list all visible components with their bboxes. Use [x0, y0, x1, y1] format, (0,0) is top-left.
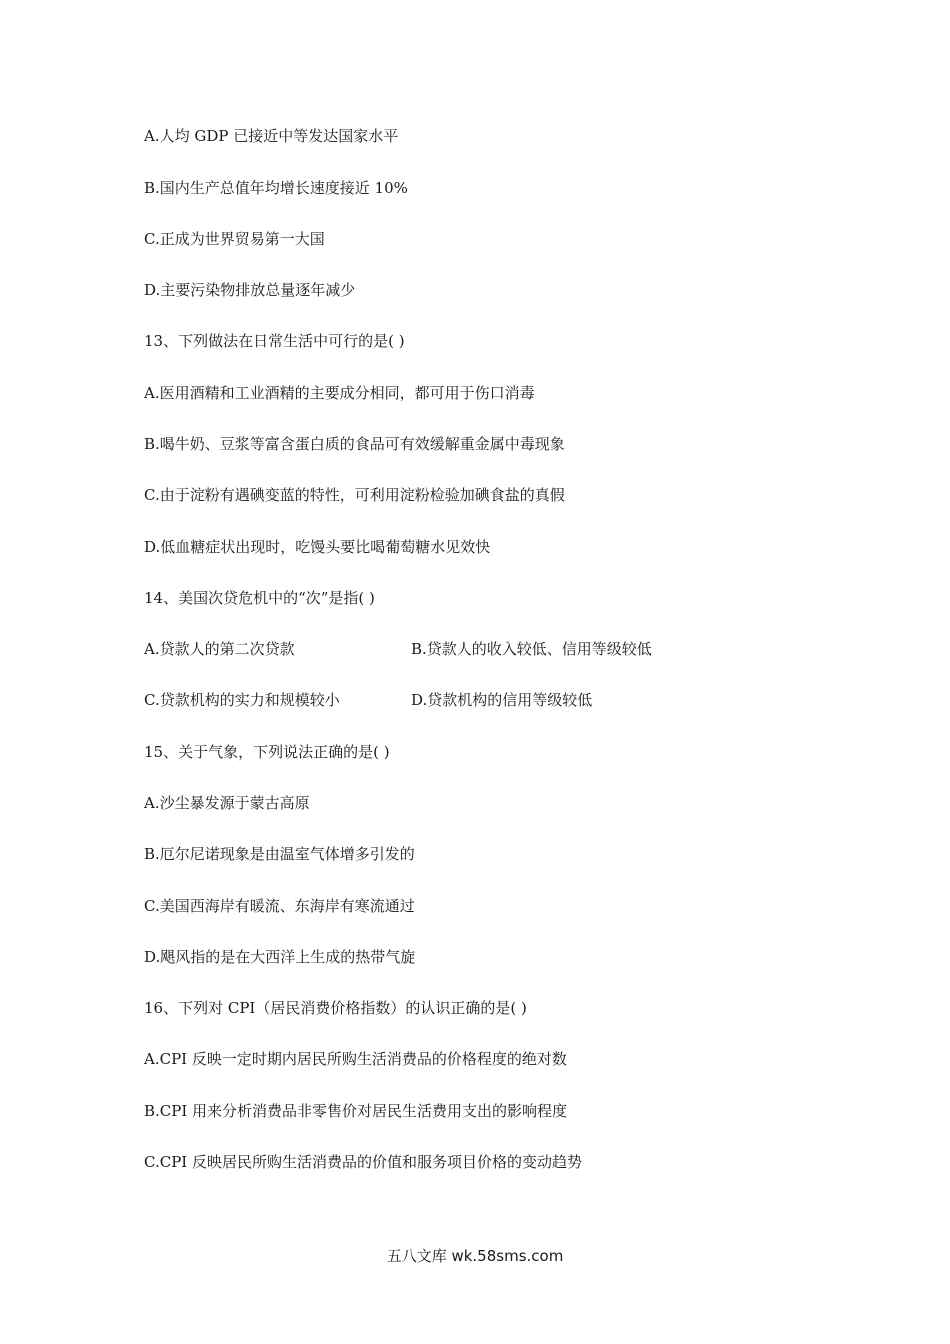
q14-stem: 14、美国次贷危机中的“次”是指( ) — [144, 589, 375, 607]
q12-option-c: C.正成为世界贸易第一大国 — [144, 230, 325, 248]
q12-option-b: B.国内生产总值年均增长速度接近 10% — [144, 179, 408, 197]
q15-option-d: D.飓风指的是在大西洋上生成的热带气旋 — [144, 948, 416, 966]
q14-option-b: B.贷款人的收入较低、信用等级较低 — [411, 640, 652, 658]
q16-option-c: C.CPI 反映居民所购生活消费品的价值和服务项目价格的变动趋势 — [144, 1153, 582, 1171]
q16-option-b: B.CPI 用来分析消费品非零售价对居民生活费用支出的影响程度 — [144, 1102, 568, 1120]
page-footer-watermark: 五八文库 wk.58sms.com — [386, 1247, 564, 1265]
q12-option-d: D.主要污染物排放总量逐年减少 — [144, 281, 356, 299]
q13-option-b: B.喝牛奶、豆浆等富含蛋白质的食品可有效缓解重金属中毒现象 — [144, 435, 565, 453]
q16-option-a: A.CPI 反映一定时期内居民所购生活消费品的价格程度的绝对数 — [144, 1050, 567, 1068]
q12-option-a: A.人均 GDP 已接近中等发达国家水平 — [144, 127, 399, 145]
q15-stem: 15、关于气象，下列说法正确的是( ) — [144, 743, 390, 761]
q14-option-d: D.贷款机构的信用等级较低 — [411, 691, 593, 709]
q13-option-a: A.医用酒精和工业酒精的主要成分相同，都可用于伤口消毒 — [144, 384, 535, 402]
q14-option-a: A.贷款人的第二次贷款 — [144, 640, 295, 658]
q13-option-d: D.低血糖症状出现时，吃馒头要比喝葡萄糖水见效快 — [144, 538, 491, 556]
q15-option-b: B.厄尔尼诺现象是由温室气体增多引发的 — [144, 845, 415, 863]
q13-option-c: C.由于淀粉有遇碘变蓝的特性，可利用淀粉检验加碘食盐的真假 — [144, 486, 565, 504]
q16-stem: 16、下列对 CPI（居民消费价格指数）的认识正确的是( ) — [144, 999, 527, 1017]
q14-option-c: C.贷款机构的实力和规模较小 — [144, 691, 340, 709]
q15-option-c: C.美国西海岸有暖流、东海岸有寒流通过 — [144, 897, 415, 915]
q13-stem: 13、下列做法在日常生活中可行的是( ) — [144, 332, 405, 350]
q15-option-a: A.沙尘暴发源于蒙古高原 — [144, 794, 310, 812]
